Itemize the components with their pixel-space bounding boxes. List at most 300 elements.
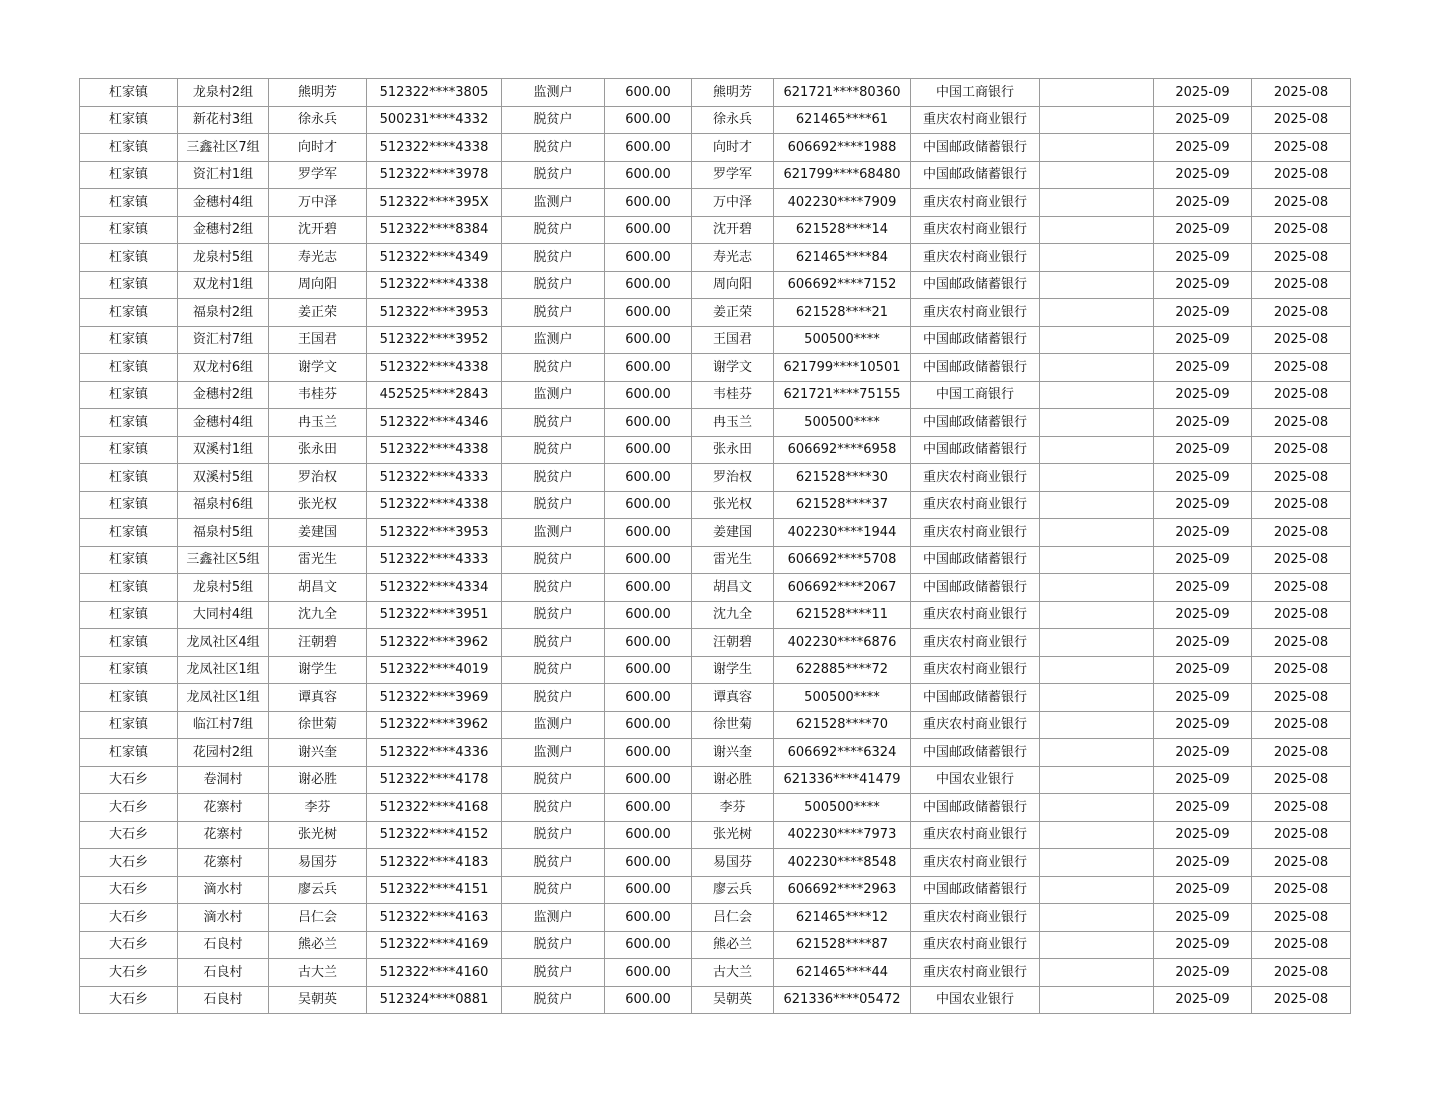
- table-row: [80, 299, 1351, 327]
- household-type-cell: 脱贫户: [502, 464, 605, 492]
- pay-month-cell: 2025-09: [1154, 189, 1252, 217]
- name-cell: 万中泽: [269, 189, 367, 217]
- bank-cell: 中国农业银行: [911, 766, 1040, 794]
- account-number-cell: 621528****11: [774, 601, 911, 629]
- township-cell: 大石乡: [80, 959, 178, 987]
- township-cell: 杠家镇: [80, 189, 178, 217]
- township-cell: 杠家镇: [80, 244, 178, 272]
- pay-month-cell: 2025-09: [1154, 876, 1252, 904]
- pay-month-cell: 2025-09: [1154, 959, 1252, 987]
- bank-cell: 重庆农村商业银行: [911, 519, 1040, 547]
- name-cell: 易国芬: [269, 849, 367, 877]
- village-cell: 资汇村1组: [178, 161, 269, 189]
- pay-month-cell: 2025-09: [1154, 904, 1252, 932]
- table-row: [80, 821, 1351, 849]
- id-number-cell: 512322****4152: [367, 821, 502, 849]
- village-cell: 龙泉村5组: [178, 574, 269, 602]
- bank-cell: 重庆农村商业银行: [911, 849, 1040, 877]
- household-type-cell: 脱贫户: [502, 766, 605, 794]
- payee-cell: 张光权: [692, 491, 774, 519]
- name-cell: 张光权: [269, 491, 367, 519]
- account-number-cell: 402230****1944: [774, 519, 911, 547]
- pay-month-cell: 2025-09: [1154, 436, 1252, 464]
- id-number-cell: 512324****0881: [367, 986, 502, 1014]
- record-month-cell: 2025-08: [1252, 684, 1351, 712]
- payee-cell: 廖云兵: [692, 876, 774, 904]
- note-cell: [1040, 436, 1154, 464]
- id-number-cell: 512322****4163: [367, 904, 502, 932]
- payee-cell: 张光树: [692, 821, 774, 849]
- township-cell: 杠家镇: [80, 491, 178, 519]
- township-cell: 杠家镇: [80, 409, 178, 437]
- payee-cell: 谢学文: [692, 354, 774, 382]
- village-cell: 双溪村1组: [178, 436, 269, 464]
- amount-cell: 600.00: [605, 629, 692, 657]
- table-body: [80, 79, 1351, 1014]
- pay-month-cell: 2025-09: [1154, 711, 1252, 739]
- note-cell: [1040, 326, 1154, 354]
- amount-cell: 600.00: [605, 464, 692, 492]
- name-cell: 姜建国: [269, 519, 367, 547]
- pay-month-cell: 2025-09: [1154, 601, 1252, 629]
- id-number-cell: 512322****4168: [367, 794, 502, 822]
- account-number-cell: 500500****: [774, 794, 911, 822]
- village-cell: 双溪村5组: [178, 464, 269, 492]
- payee-cell: 姜正荣: [692, 299, 774, 327]
- payee-cell: 李芬: [692, 794, 774, 822]
- payee-cell: 罗学军: [692, 161, 774, 189]
- note-cell: [1040, 244, 1154, 272]
- pay-month-cell: 2025-09: [1154, 629, 1252, 657]
- bank-cell: 中国邮政储蓄银行: [911, 739, 1040, 767]
- village-cell: 滴水村: [178, 904, 269, 932]
- pay-month-cell: 2025-09: [1154, 821, 1252, 849]
- payee-cell: 古大兰: [692, 959, 774, 987]
- village-cell: 三鑫社区7组: [178, 134, 269, 162]
- village-cell: 临江村7组: [178, 711, 269, 739]
- bank-cell: 重庆农村商业银行: [911, 904, 1040, 932]
- household-type-cell: 脱贫户: [502, 876, 605, 904]
- township-cell: 杠家镇: [80, 326, 178, 354]
- household-type-cell: 脱贫户: [502, 931, 605, 959]
- township-cell: 杠家镇: [80, 381, 178, 409]
- pay-month-cell: 2025-09: [1154, 574, 1252, 602]
- record-month-cell: 2025-08: [1252, 464, 1351, 492]
- record-month-cell: 2025-08: [1252, 161, 1351, 189]
- name-cell: 李芬: [269, 794, 367, 822]
- payee-cell: 沈九全: [692, 601, 774, 629]
- bank-cell: 重庆农村商业银行: [911, 244, 1040, 272]
- id-number-cell: 512322****3962: [367, 629, 502, 657]
- note-cell: [1040, 766, 1154, 794]
- name-cell: 吕仁会: [269, 904, 367, 932]
- village-cell: 新花村3组: [178, 106, 269, 134]
- township-cell: 杠家镇: [80, 739, 178, 767]
- payee-cell: 谢兴奎: [692, 739, 774, 767]
- pay-month-cell: 2025-09: [1154, 216, 1252, 244]
- payee-cell: 谭真容: [692, 684, 774, 712]
- pay-month-cell: 2025-09: [1154, 986, 1252, 1014]
- record-month-cell: 2025-08: [1252, 574, 1351, 602]
- township-cell: 大石乡: [80, 849, 178, 877]
- township-cell: 杠家镇: [80, 271, 178, 299]
- payee-cell: 吴朝英: [692, 986, 774, 1014]
- name-cell: 徐世菊: [269, 711, 367, 739]
- account-number-cell: 621528****21: [774, 299, 911, 327]
- id-number-cell: 512322****8384: [367, 216, 502, 244]
- name-cell: 沈九全: [269, 601, 367, 629]
- bank-cell: 重庆农村商业银行: [911, 216, 1040, 244]
- account-number-cell: 621528****30: [774, 464, 911, 492]
- id-number-cell: 512322****3953: [367, 299, 502, 327]
- payee-cell: 汪朝碧: [692, 629, 774, 657]
- bank-cell: 重庆农村商业银行: [911, 711, 1040, 739]
- name-cell: 王国君: [269, 326, 367, 354]
- record-month-cell: 2025-08: [1252, 794, 1351, 822]
- township-cell: 大石乡: [80, 821, 178, 849]
- village-cell: 双龙村6组: [178, 354, 269, 382]
- township-cell: 杠家镇: [80, 629, 178, 657]
- id-number-cell: 512322****3951: [367, 601, 502, 629]
- pay-month-cell: 2025-09: [1154, 464, 1252, 492]
- village-cell: 石良村: [178, 931, 269, 959]
- id-number-cell: 512322****4333: [367, 546, 502, 574]
- record-month-cell: 2025-08: [1252, 354, 1351, 382]
- pay-month-cell: 2025-09: [1154, 271, 1252, 299]
- note-cell: [1040, 161, 1154, 189]
- account-number-cell: 621799****10501: [774, 354, 911, 382]
- id-number-cell: 512322****4338: [367, 134, 502, 162]
- amount-cell: 600.00: [605, 134, 692, 162]
- payee-cell: 易国芬: [692, 849, 774, 877]
- record-month-cell: 2025-08: [1252, 381, 1351, 409]
- pay-month-cell: 2025-09: [1154, 354, 1252, 382]
- name-cell: 雷光生: [269, 546, 367, 574]
- record-month-cell: 2025-08: [1252, 986, 1351, 1014]
- amount-cell: 600.00: [605, 381, 692, 409]
- record-month-cell: 2025-08: [1252, 436, 1351, 464]
- household-type-cell: 监测户: [502, 519, 605, 547]
- account-number-cell: 621465****84: [774, 244, 911, 272]
- household-type-cell: 脱贫户: [502, 354, 605, 382]
- amount-cell: 600.00: [605, 216, 692, 244]
- payee-cell: 徐世菊: [692, 711, 774, 739]
- id-number-cell: 512322****4160: [367, 959, 502, 987]
- household-type-cell: 脱贫户: [502, 821, 605, 849]
- record-month-cell: 2025-08: [1252, 629, 1351, 657]
- township-cell: 大石乡: [80, 794, 178, 822]
- village-cell: 卷洞村: [178, 766, 269, 794]
- village-cell: 龙泉村5组: [178, 244, 269, 272]
- name-cell: 张光树: [269, 821, 367, 849]
- table-row: [80, 519, 1351, 547]
- table-row: [80, 134, 1351, 162]
- bank-cell: 中国邮政储蓄银行: [911, 546, 1040, 574]
- id-number-cell: 512322****4338: [367, 491, 502, 519]
- village-cell: 金穗村2组: [178, 216, 269, 244]
- bank-cell: 重庆农村商业银行: [911, 931, 1040, 959]
- village-cell: 双龙村1组: [178, 271, 269, 299]
- account-number-cell: 621465****44: [774, 959, 911, 987]
- pay-month-cell: 2025-09: [1154, 519, 1252, 547]
- id-number-cell: 512322****4183: [367, 849, 502, 877]
- account-number-cell: 402230****8548: [774, 849, 911, 877]
- amount-cell: 600.00: [605, 299, 692, 327]
- amount-cell: 600.00: [605, 326, 692, 354]
- amount-cell: 600.00: [605, 711, 692, 739]
- name-cell: 古大兰: [269, 959, 367, 987]
- account-number-cell: 621528****37: [774, 491, 911, 519]
- village-cell: 花寨村: [178, 849, 269, 877]
- table-row: [80, 794, 1351, 822]
- table-row: [80, 959, 1351, 987]
- table-row: [80, 491, 1351, 519]
- township-cell: 杠家镇: [80, 574, 178, 602]
- note-cell: [1040, 354, 1154, 382]
- pay-month-cell: 2025-09: [1154, 684, 1252, 712]
- bank-cell: 重庆农村商业银行: [911, 656, 1040, 684]
- amount-cell: 600.00: [605, 546, 692, 574]
- payee-cell: 万中泽: [692, 189, 774, 217]
- payee-cell: 熊必兰: [692, 931, 774, 959]
- name-cell: 廖云兵: [269, 876, 367, 904]
- record-month-cell: 2025-08: [1252, 299, 1351, 327]
- note-cell: [1040, 711, 1154, 739]
- account-number-cell: 500500****: [774, 409, 911, 437]
- pay-month-cell: 2025-09: [1154, 106, 1252, 134]
- record-month-cell: 2025-08: [1252, 601, 1351, 629]
- note-cell: [1040, 656, 1154, 684]
- name-cell: 韦桂芬: [269, 381, 367, 409]
- payee-cell: 谢学生: [692, 656, 774, 684]
- id-number-cell: 512322****3805: [367, 79, 502, 107]
- household-type-cell: 脱贫户: [502, 244, 605, 272]
- household-type-cell: 脱贫户: [502, 574, 605, 602]
- id-number-cell: 512322****4169: [367, 931, 502, 959]
- record-month-cell: 2025-08: [1252, 134, 1351, 162]
- pay-month-cell: 2025-09: [1154, 326, 1252, 354]
- village-cell: 资汇村7组: [178, 326, 269, 354]
- township-cell: 大石乡: [80, 904, 178, 932]
- name-cell: 熊明芳: [269, 79, 367, 107]
- table-row: [80, 684, 1351, 712]
- account-number-cell: 606692****6958: [774, 436, 911, 464]
- pay-month-cell: 2025-09: [1154, 381, 1252, 409]
- payee-cell: 冉玉兰: [692, 409, 774, 437]
- household-type-cell: 脱贫户: [502, 986, 605, 1014]
- payee-cell: 向时才: [692, 134, 774, 162]
- note-cell: [1040, 849, 1154, 877]
- account-number-cell: 606692****6324: [774, 739, 911, 767]
- record-month-cell: 2025-08: [1252, 656, 1351, 684]
- account-number-cell: 500500****: [774, 326, 911, 354]
- note-cell: [1040, 216, 1154, 244]
- bank-cell: 中国工商银行: [911, 79, 1040, 107]
- household-type-cell: 监测户: [502, 189, 605, 217]
- pay-month-cell: 2025-09: [1154, 931, 1252, 959]
- record-month-cell: 2025-08: [1252, 326, 1351, 354]
- bank-cell: 中国邮政储蓄银行: [911, 326, 1040, 354]
- note-cell: [1040, 794, 1154, 822]
- account-number-cell: 606692****2963: [774, 876, 911, 904]
- note-cell: [1040, 959, 1154, 987]
- amount-cell: 600.00: [605, 794, 692, 822]
- township-cell: 杠家镇: [80, 601, 178, 629]
- name-cell: 胡昌文: [269, 574, 367, 602]
- household-type-cell: 监测户: [502, 739, 605, 767]
- payee-cell: 寿光志: [692, 244, 774, 272]
- account-number-cell: 402230****7909: [774, 189, 911, 217]
- id-number-cell: 512322****4349: [367, 244, 502, 272]
- account-number-cell: 606692****2067: [774, 574, 911, 602]
- name-cell: 周向阳: [269, 271, 367, 299]
- payee-cell: 张永田: [692, 436, 774, 464]
- amount-cell: 600.00: [605, 684, 692, 712]
- id-number-cell: 512322****3953: [367, 519, 502, 547]
- table-row: [80, 79, 1351, 107]
- township-cell: 杠家镇: [80, 134, 178, 162]
- township-cell: 杠家镇: [80, 436, 178, 464]
- account-number-cell: 402230****6876: [774, 629, 911, 657]
- household-type-cell: 脱贫户: [502, 134, 605, 162]
- amount-cell: 600.00: [605, 189, 692, 217]
- table-row: [80, 546, 1351, 574]
- name-cell: 汪朝碧: [269, 629, 367, 657]
- table-row: [80, 409, 1351, 437]
- bank-cell: 中国邮政储蓄银行: [911, 794, 1040, 822]
- id-number-cell: 512322****4151: [367, 876, 502, 904]
- village-cell: 福泉村2组: [178, 299, 269, 327]
- name-cell: 姜正荣: [269, 299, 367, 327]
- account-number-cell: 606692****7152: [774, 271, 911, 299]
- note-cell: [1040, 684, 1154, 712]
- table-row: [80, 601, 1351, 629]
- village-cell: 三鑫社区5组: [178, 546, 269, 574]
- id-number-cell: 512322****3962: [367, 711, 502, 739]
- payee-cell: 韦桂芬: [692, 381, 774, 409]
- pay-month-cell: 2025-09: [1154, 491, 1252, 519]
- household-type-cell: 脱贫户: [502, 106, 605, 134]
- village-cell: 石良村: [178, 959, 269, 987]
- table-row: [80, 931, 1351, 959]
- record-month-cell: 2025-08: [1252, 711, 1351, 739]
- id-number-cell: 512322****4338: [367, 436, 502, 464]
- township-cell: 杠家镇: [80, 519, 178, 547]
- amount-cell: 600.00: [605, 766, 692, 794]
- name-cell: 谭真容: [269, 684, 367, 712]
- record-month-cell: 2025-08: [1252, 519, 1351, 547]
- table-row: [80, 766, 1351, 794]
- table-row: [80, 711, 1351, 739]
- amount-cell: 600.00: [605, 931, 692, 959]
- bank-cell: 重庆农村商业银行: [911, 629, 1040, 657]
- household-type-cell: 脱贫户: [502, 684, 605, 712]
- bank-cell: 中国邮政储蓄银行: [911, 134, 1040, 162]
- note-cell: [1040, 629, 1154, 657]
- document-page: [79, 78, 1350, 1014]
- name-cell: 罗学军: [269, 161, 367, 189]
- id-number-cell: 512322****3952: [367, 326, 502, 354]
- payee-cell: 熊明芳: [692, 79, 774, 107]
- household-type-cell: 监测户: [502, 381, 605, 409]
- township-cell: 大石乡: [80, 931, 178, 959]
- note-cell: [1040, 134, 1154, 162]
- id-number-cell: 512322****4178: [367, 766, 502, 794]
- household-type-cell: 监测户: [502, 711, 605, 739]
- name-cell: 谢兴奎: [269, 739, 367, 767]
- pay-month-cell: 2025-09: [1154, 161, 1252, 189]
- amount-cell: 600.00: [605, 601, 692, 629]
- amount-cell: 600.00: [605, 491, 692, 519]
- village-cell: 金穗村4组: [178, 409, 269, 437]
- table-row: [80, 354, 1351, 382]
- household-type-cell: 脱贫户: [502, 546, 605, 574]
- household-type-cell: 脱贫户: [502, 959, 605, 987]
- record-month-cell: 2025-08: [1252, 491, 1351, 519]
- payee-cell: 谢必胜: [692, 766, 774, 794]
- household-type-cell: 脱贫户: [502, 794, 605, 822]
- township-cell: 杠家镇: [80, 684, 178, 712]
- table-row: [80, 326, 1351, 354]
- amount-cell: 600.00: [605, 821, 692, 849]
- pay-month-cell: 2025-09: [1154, 546, 1252, 574]
- pay-month-cell: 2025-09: [1154, 849, 1252, 877]
- amount-cell: 600.00: [605, 574, 692, 602]
- household-type-cell: 脱贫户: [502, 629, 605, 657]
- note-cell: [1040, 546, 1154, 574]
- village-cell: 石良村: [178, 986, 269, 1014]
- payee-cell: 罗治权: [692, 464, 774, 492]
- table-row: [80, 849, 1351, 877]
- record-month-cell: 2025-08: [1252, 271, 1351, 299]
- name-cell: 谢必胜: [269, 766, 367, 794]
- record-month-cell: 2025-08: [1252, 849, 1351, 877]
- payee-cell: 周向阳: [692, 271, 774, 299]
- note-cell: [1040, 271, 1154, 299]
- note-cell: [1040, 986, 1154, 1014]
- bank-cell: 中国邮政储蓄银行: [911, 574, 1040, 602]
- bank-cell: 中国邮政储蓄银行: [911, 271, 1040, 299]
- account-number-cell: 622885****72: [774, 656, 911, 684]
- pay-month-cell: 2025-09: [1154, 794, 1252, 822]
- bank-cell: 中国邮政储蓄银行: [911, 684, 1040, 712]
- account-number-cell: 621799****68480: [774, 161, 911, 189]
- record-month-cell: 2025-08: [1252, 821, 1351, 849]
- note-cell: [1040, 519, 1154, 547]
- bank-cell: 中国邮政储蓄银行: [911, 436, 1040, 464]
- bank-cell: 中国邮政储蓄银行: [911, 876, 1040, 904]
- amount-cell: 600.00: [605, 876, 692, 904]
- record-month-cell: 2025-08: [1252, 766, 1351, 794]
- account-number-cell: 621528****87: [774, 931, 911, 959]
- id-number-cell: 500231****4332: [367, 106, 502, 134]
- note-cell: [1040, 904, 1154, 932]
- payee-cell: 沈开碧: [692, 216, 774, 244]
- amount-cell: 600.00: [605, 656, 692, 684]
- household-type-cell: 监测户: [502, 326, 605, 354]
- note-cell: [1040, 79, 1154, 107]
- amount-cell: 600.00: [605, 271, 692, 299]
- household-type-cell: 脱贫户: [502, 271, 605, 299]
- name-cell: 冉玉兰: [269, 409, 367, 437]
- account-number-cell: 621336****41479: [774, 766, 911, 794]
- note-cell: [1040, 299, 1154, 327]
- account-number-cell: 621721****75155: [774, 381, 911, 409]
- amount-cell: 600.00: [605, 519, 692, 547]
- name-cell: 罗治权: [269, 464, 367, 492]
- village-cell: 花寨村: [178, 821, 269, 849]
- name-cell: 谢学文: [269, 354, 367, 382]
